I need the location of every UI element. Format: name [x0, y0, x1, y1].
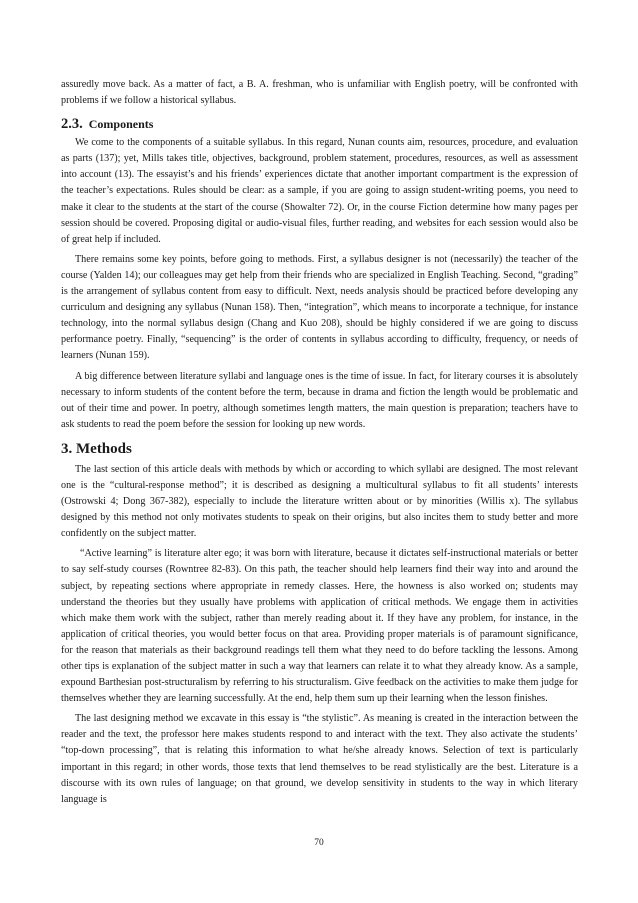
methods-paragraph-3: The last designing method we excavate in this essay is “the stylistic”. As meaning is created in the interaction between the reader and the text, the professor here makes students respond to and interact with the text. They also activate the students’ “top-down processing”, that is relating this information to what he/she already knows. Selection of text is particularly important in this regard; in other words, those texts that lend themselves to be read stylistically are the best. Literature is a discourse with its own rules of language; on that ground, we develop sensitivity in students to the way in which literary language is: [61, 713, 578, 805]
page-number: 70: [314, 838, 324, 848]
components-paragraph-3: A big difference between literature syllabi and language ones is the time of issue. In fact, for literary courses it is absolutely necessary to inform students of the content before the term, because in drama and fiction the length would be problematic and out of their time and power. In poetry, although sometimes length matters, the main question is preparation; teachers have to ask students to read the poem before the session for looking up new words.: [61, 370, 578, 430]
intro-paragraph: assuredly move back. As a matter of fact, a B. A. freshman, who is unfamiliar with English poetry, will be confronted with problems if we follow a historical syllabus.: [61, 79, 578, 107]
section-number: 2.3.: [61, 116, 83, 133]
section-heading-methods: 3. Methods: [61, 440, 132, 457]
components-paragraph-1: We come to the components of a suitable syllabus. In this regard, Nunan counts aim, resources, procedure, and evaluation as parts (137); yet, Mills takes title, objectives, background, problem statement, procedures, resources, as well as assessment into account (13). The essayist’s and his friends’ experiences dictate that another important compartment is the expression of the teacher’s expectations. Rules should be clear: as a sample, if you are going to assign student-writing poems, you need to make it clear to the students at the start of the course (Showalter 72). Or, in the course Fiction determine how many pages per session should be covered. Proposing digital or audio-visual files, further reading, and websites for each session would also be of great help if included.: [61, 137, 578, 245]
section-title: Components: [88, 117, 154, 132]
page-body: [61, 77, 578, 812]
methods-paragraph-2: “Active learning” is literature alter ego; it was born with literature, because it dictates self-instructional materials or better to say self-study courses (Rowntree 82-83). On this path, the teacher should help learners find their way into and around the subject, by repeating sections where appropriate in remedy classes. Here, the howness is also worked on; students may understand the theories but they usually have problems with application of critical methods. We engage them in activities which make them work with the subject, rather than merely reading about it. If they have any problem, for instance, in the application of critical theories, you would better focus on that area. Providing proper materials is of paramount significance, for the reason that materials as their background readings tell them what they need to do before tackling the lessons. Among other tips is explanation of the subject matter in such a way that learners can relate it to what they already know. As a sample, expound Barthesian post-structuralism by referring to his structuralism. Give feedback on the activities to make them judge for themselves whether they are learning successfully. At the end, help them sum up their learning when the lesson finishes.: [61, 548, 578, 705]
components-paragraph-2: There remains some key points, before going to methods. First, a syllabus designer is not (necessarily) the teacher of the course (Yalden 14); our colleagues may get help from their friends who are specialized in English Teaching. Second, “grading” is the arrangement of syllabus content from easy to difficult. Next, needs analysis should be practiced before developing any curriculum and designing any syllabus (Nunan 158). Then, “integration”, which means to incorporate a technique, for instance technology, into the normal syllabus design (Chang and Kuo 208), should be highly considered if we are going to discuss performance poetry. Finally, “sequencing” is the order of contents in syllabus according to difficulty, frequency, or needs of learners (Nunan 159).: [61, 253, 578, 362]
methods-paragraph-1: The last section of this article deals with methods by which or according to which syllabi are designed. The most relevant one is the “cultural-response method”; it is described as designing a multicultural syllabus to fit all students’ interests (Ostrowski 4; Dong 367-382), especially to include the literature written about or by minorities (Willis x). The syllabus designed by this method not only motivates students to speak on their origins, but also incites them to study better and more confidently on the subject matter.: [61, 463, 578, 540]
section-heading-components: [61, 115, 578, 134]
